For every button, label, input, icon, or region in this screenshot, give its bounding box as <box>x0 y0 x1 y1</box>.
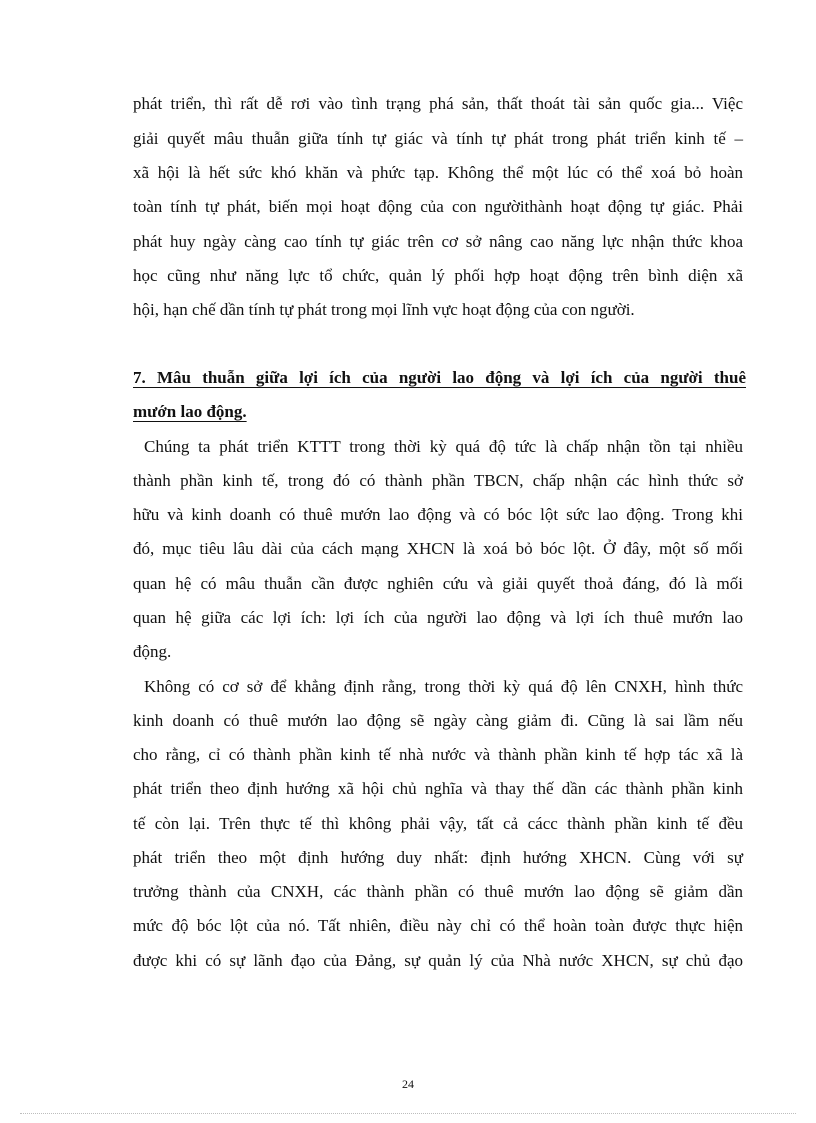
text-line: được khi có sự lãnh đạo của Đảng, sự quản lý của Nhà nước XHCN, sự chủ đạo <box>133 951 743 970</box>
text-line: học cũng như năng lực tổ chức, quản lý phối hợp hoạt động trên bình diện xã <box>133 266 743 285</box>
text-line: trưởng thành của CNXH, các thành phần có thuê mướn lao động sẽ giảm dần <box>133 882 743 901</box>
text-line: thành phần kinh tế, trong đó có thành phần TBCN, chấp nhận các hình thức sở <box>133 471 743 490</box>
text-line: kinh doanh có thuê mướn lao động sẽ ngày càng giảm đi. Cũng là sai lầm nếu <box>133 711 743 730</box>
text-line: Không có cơ sở để khẳng định rằng, trong thời kỳ quá độ lên CNXH, hình thức <box>144 677 743 696</box>
text-line: tế còn lại. Trên thực tế thì không phải vậy, tất cả cácc thành phần kinh tế đều <box>133 814 743 833</box>
text-line: hội, hạn chế dần tính tự phát trong mọi lĩnh vực hoạt động của con người. <box>133 300 635 319</box>
text-line: Chúng ta phát triển KTTT trong thời kỳ quá độ tức là chấp nhận tồn tại nhiều <box>144 437 743 456</box>
text-line: động. <box>133 642 172 661</box>
text-line: cho rằng, cỉ có thành phần kinh tế nhà nước và thành phần kinh tế hợp tác xã là <box>133 745 743 764</box>
page-bottom-divider <box>20 1113 796 1114</box>
text-line: phát triển theo định hướng xã hội chủ nghĩa và thay thế dần các thành phần kinh <box>133 779 743 798</box>
heading-line: 7. Mâu thuẫn giữa lợi ích của người lao động và lợi ích của người thuê <box>133 368 746 387</box>
text-line: toàn tính tự phát, biến mọi hoạt động của con ngườithành hoạt động tự giác. Phải <box>133 197 743 216</box>
page-number: 24 <box>402 1077 414 1091</box>
text-line: phát triển theo một định hướng duy nhất: định hướng XHCN. Cùng với sự <box>133 848 743 867</box>
text-line: phát huy ngày càng cao tính tự giác trên cơ sở nâng cao năng lực nhận thức khoa <box>133 232 743 251</box>
text-line: quan hệ có mâu thuẫn cần được nghiên cứu và giải quyết thoả đáng, đó là mối <box>133 574 743 593</box>
heading-line: mướn lao động. <box>133 402 247 421</box>
text-line: quan hệ giữa các lợi ích: lợi ích của người lao động và lợi ích thuê mướn lao <box>133 608 743 627</box>
text-line: giải quyết mâu thuẫn giữa tính tự giác và tính tự phát trong phát triển kinh tế – <box>133 129 743 148</box>
text-line: xã hội là hết sức khó khăn và phức tạp. Không thể một lúc có thể xoá bỏ hoàn <box>133 163 743 182</box>
text-line: mức độ bóc lột của nó. Tất nhiên, điều này chỉ có thể hoàn toàn được thực hiện <box>133 916 743 935</box>
text-line: đó, mục tiêu lâu dài của cách mạng XHCN là xoá bỏ bóc lột. Ở đây, một số mối <box>133 539 743 558</box>
text-line: phát triển, thì rất dễ rơi vào tình trạng phá sản, thất thoát tài sản quốc gia... Việc <box>133 94 743 113</box>
text-line: hữu và kinh doanh có thuê mướn lao động và có bóc lột sức lao động. Trong khi <box>133 505 743 524</box>
